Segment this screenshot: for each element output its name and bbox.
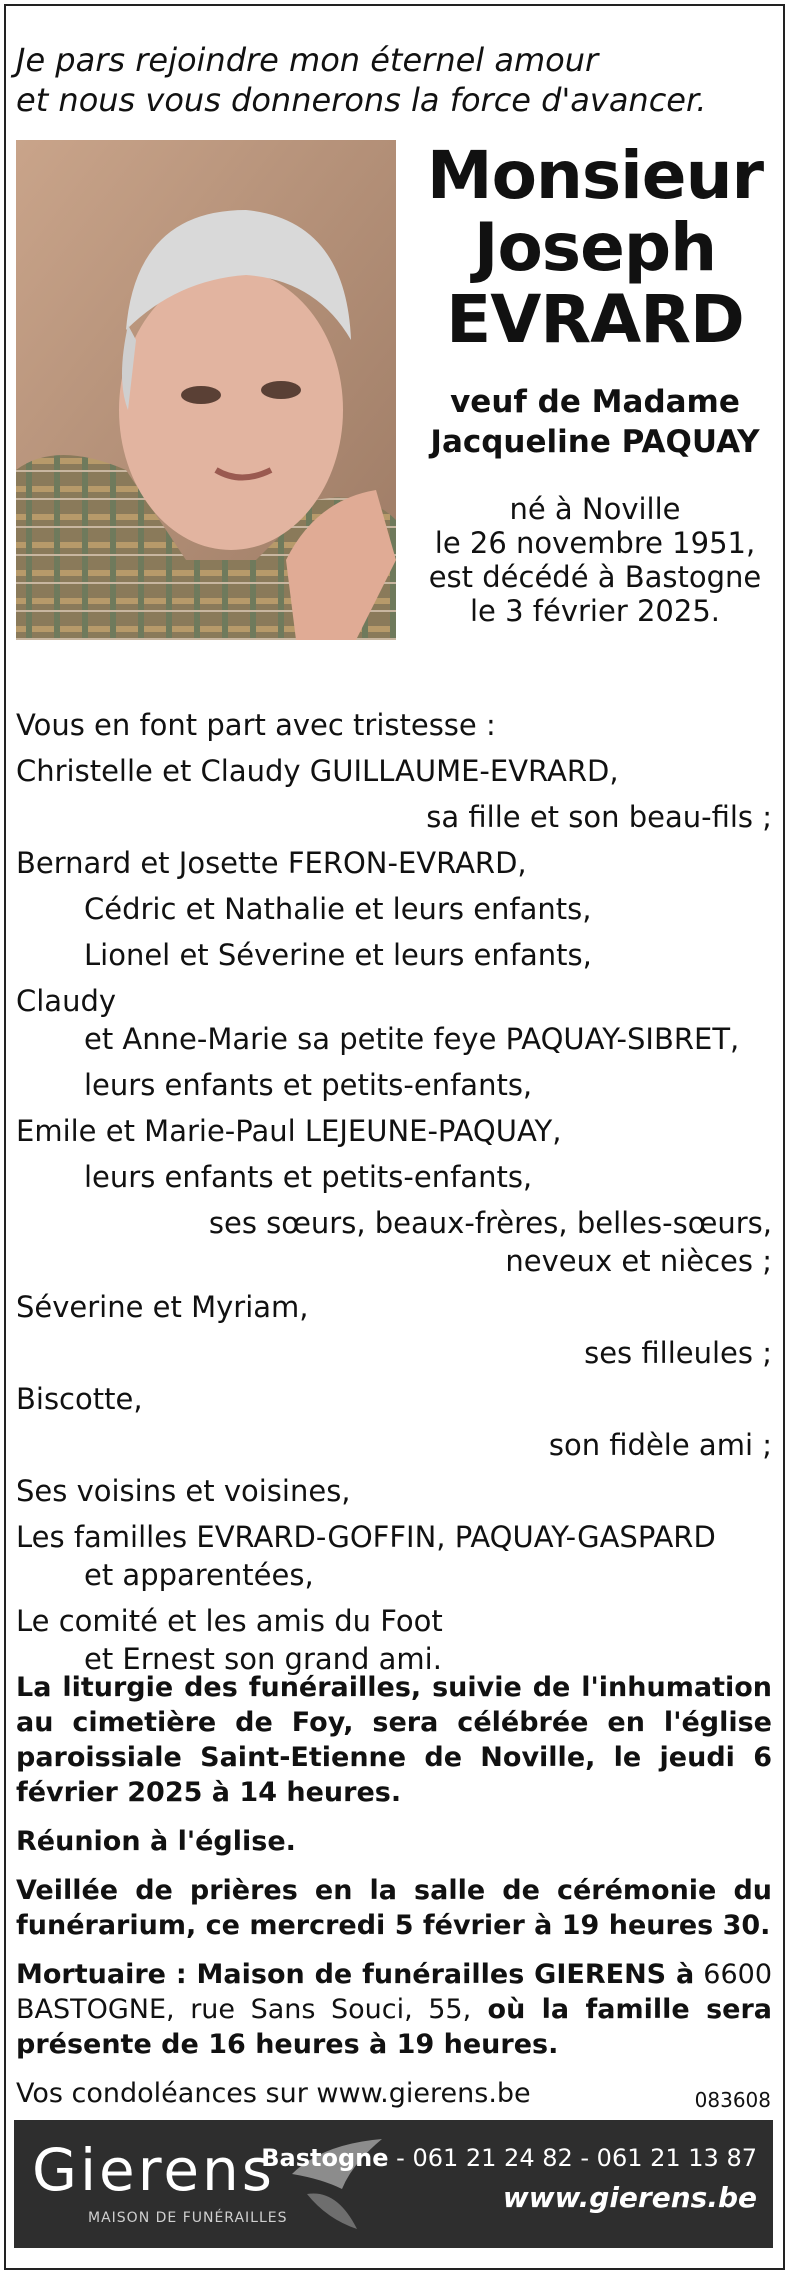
birth-line-1: né à Noville	[509, 492, 681, 526]
phone-line	[261, 2138, 757, 2178]
mortuary-text	[16, 1957, 772, 2062]
family-line: leurs enfants et petits-enfants,	[84, 1068, 533, 1102]
logo-tagline: MAISON DE FUNÉRAILLES	[88, 2210, 288, 2226]
family-line: Biscotte,	[16, 1382, 143, 1416]
quote-line-1: Je pars rejoindre mon éternel amour	[16, 41, 599, 79]
family-line: Bernard et Josette FERON-EVRARD,	[16, 846, 527, 880]
funeral-notice	[16, 1670, 772, 2125]
family-line: Le comité et les amis du Foot	[16, 1604, 443, 1638]
phone-numbers: - 061 21 24 82 - 061 21 13 87	[388, 2144, 757, 2172]
birth-line-2: le 26 novembre 1951,	[434, 526, 756, 560]
portrait-photo	[16, 140, 396, 640]
condolences-text: Vos condoléances sur www.gierens.be	[16, 2078, 531, 2109]
quote-line-2: et nous vous donnerons la force d'avancer.	[16, 81, 707, 119]
family-line: Séverine et Myriam,	[16, 1290, 309, 1324]
website-link[interactable]: www.gierens.be	[502, 2181, 757, 2214]
family-list	[16, 706, 772, 1678]
family-line: Les familles EVRARD-GOFFIN, PAQUAY-GASPARD	[16, 1520, 716, 1554]
quote	[16, 40, 706, 120]
family-line: Emile et Marie-Paul LEJEUNE-PAQUAY,	[16, 1114, 562, 1148]
family-line: sa fille et son beau-fils ;	[426, 800, 772, 834]
funeral-home-banner	[14, 2120, 773, 2248]
family-line: Ses voisins et voisines,	[16, 1474, 351, 1508]
contact-info	[261, 2138, 757, 2218]
family-line: Lionel et Séverine et leurs enfants,	[84, 938, 592, 972]
deceased-last-name: EVRARD	[446, 281, 744, 358]
vigil-text: Veillée de prières en la salle de cérémonie du funérarium, ce mercredi 5 février à 19 heures 30.	[16, 1875, 772, 1941]
family-line: Claudy	[16, 984, 117, 1018]
widow-line-1: veuf de Madame	[450, 384, 740, 420]
family-line: et Ernest son grand ami.	[84, 1642, 442, 1676]
deceased-title: Monsieur	[426, 137, 764, 214]
family-line: leurs enfants et petits-enfants,	[84, 1160, 533, 1194]
mortuary-bold-2: où la famille sera présente de 16 heures à 19 heures.	[16, 1994, 772, 2060]
deceased-first-name: Joseph	[473, 209, 717, 286]
widow-info	[415, 382, 775, 462]
widow-line-2: Jacqueline PAQUAY	[430, 424, 760, 460]
mortuary-bold-1: Mortuaire : Maison de funérailles GIERENS à	[16, 1959, 695, 1990]
family-line: et apparentées,	[84, 1558, 314, 1592]
family-line: Vous en font part avec tristesse :	[16, 708, 496, 742]
meeting-text: Réunion à l'église.	[16, 1826, 296, 1857]
family-line: Christelle et Claudy GUILLAUME-EVRARD,	[16, 754, 619, 788]
deceased-block	[415, 137, 775, 628]
birth-death-info	[415, 492, 775, 628]
family-line: Cédric et Nathalie et leurs enfants,	[84, 892, 592, 926]
family-line: neveux et nièces ;	[505, 1244, 772, 1278]
family-line: son fidèle ami ;	[548, 1428, 772, 1462]
family-line: ses sœurs, beaux-frères, belles-sœurs,	[208, 1206, 772, 1240]
liturgy-text: La liturgie des funérailles, suivie de l'inhumation au cimetière de Foy, sera célébrée en l'église paroissiale Saint-Etienne de Noville, le jeudi 6 février 2025 à 14 heures.	[16, 1672, 772, 1808]
family-line: ses filleules ;	[584, 1336, 772, 1370]
birth-line-3: est décédé à Bastogne	[428, 560, 762, 594]
city-label: Bastogne	[261, 2144, 389, 2172]
birth-line-4: le 3 février 2025.	[470, 594, 720, 628]
gierens-logo-text: Gierens	[32, 2136, 275, 2204]
family-line: et Anne-Marie sa petite feye PAQUAY-SIBRET,	[84, 1022, 740, 1056]
mortuary-address: 6600 BASTOGNE, rue Sans Souci, 55,	[16, 1959, 772, 2025]
reference-number: 083608	[694, 2088, 771, 2112]
